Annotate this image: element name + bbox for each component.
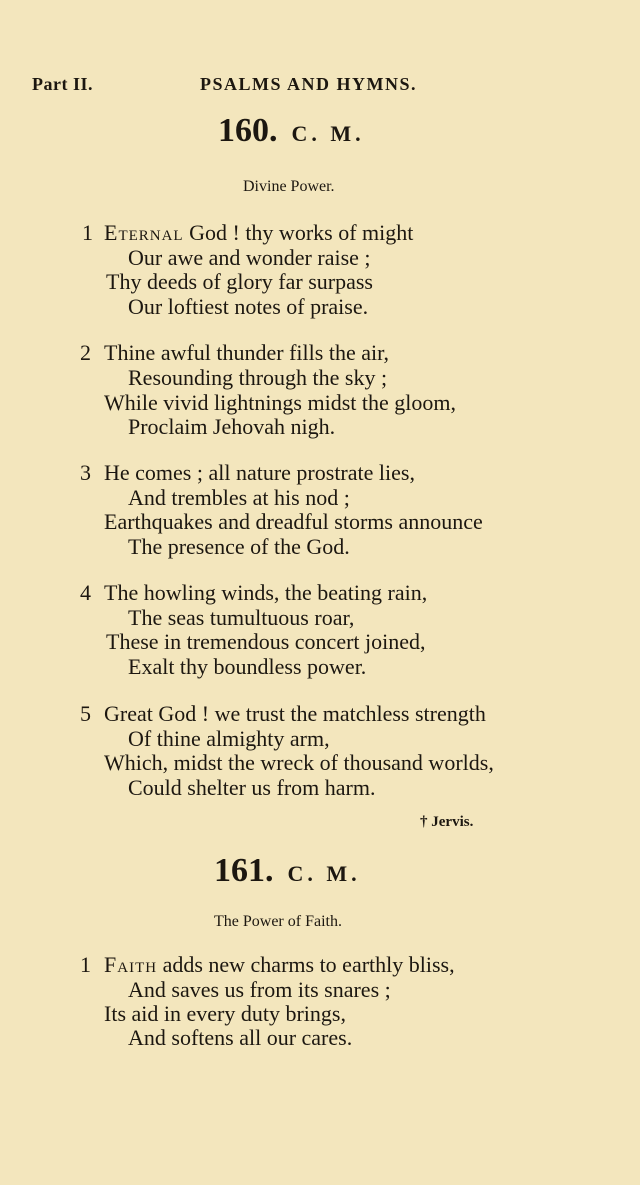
verse-first-word: Faith — [104, 952, 158, 977]
verse-line: He comes ; all nature prostrate lies, — [104, 460, 415, 485]
hymn-subtitle: The Power of Faith. — [214, 913, 342, 930]
hymn-meter: C. M. — [291, 121, 365, 146]
verse-number: 4 — [80, 580, 91, 605]
verse-line: The seas tumultuous roar, — [128, 605, 355, 630]
verse-first-word: Eternal — [104, 220, 184, 245]
verse-line: Which, midst the wreck of thousand worlds, — [104, 750, 494, 775]
verse-number: 3 — [80, 460, 91, 485]
verse-line: Exalt thy boundless power. — [128, 654, 367, 679]
part-label: Part II. — [32, 74, 93, 94]
verse-number: 2 — [80, 340, 91, 365]
verse-line: Earthquakes and dreadful storms announce — [104, 509, 483, 534]
verse-line: Resounding through the sky ; — [128, 365, 388, 390]
verse-line: While vivid lightnings midst the gloom, — [104, 390, 456, 415]
verse-line: The howling winds, the beating rain, — [104, 580, 428, 605]
hymn-author: † Jervis. — [420, 814, 474, 830]
hymn-meter: C. M. — [287, 861, 361, 886]
verse-line: Our awe and wonder raise ; — [128, 245, 371, 270]
verse-line: These in tremendous concert joined, — [106, 629, 426, 654]
hymn-161-heading — [214, 852, 361, 890]
verse-line: And saves us from its snares ; — [128, 977, 391, 1002]
verse-line: And trembles at his nod ; — [128, 485, 350, 510]
verse-line: And softens all our cares. — [128, 1025, 353, 1050]
verse-first-line-rest: God ! thy works of might — [183, 220, 414, 245]
running-title: PSALMS AND HYMNS. — [200, 74, 418, 94]
hymn-subtitle: Divine Power. — [243, 178, 335, 195]
verse-line: Of thine almighty arm, — [128, 726, 330, 751]
verse-line — [104, 220, 413, 246]
verse-line: Could shelter us from harm. — [128, 775, 376, 800]
verse-line: Great God ! we trust the matchless strength — [104, 701, 486, 726]
verse-line: The presence of the God. — [128, 534, 350, 559]
verse-line: Thine awful thunder fills the air, — [104, 340, 390, 365]
verse-line: Its aid in every duty brings, — [104, 1001, 346, 1026]
hymn-160-heading — [218, 112, 365, 150]
hymn-number: 161. — [214, 852, 274, 889]
verse-line: Thy deeds of glory far surpass — [106, 269, 373, 294]
verse-line: Our loftiest notes of praise. — [128, 294, 369, 319]
verse-number: 1 — [80, 952, 91, 977]
verse-number: 1 — [82, 220, 93, 245]
verse-first-line-rest: adds new charms to earthly bliss, — [157, 952, 455, 977]
verse-line — [104, 952, 455, 978]
verse-number: 5 — [80, 701, 91, 726]
verse-line: Proclaim Jehovah nigh. — [128, 414, 336, 439]
hymn-number: 160. — [218, 112, 278, 149]
